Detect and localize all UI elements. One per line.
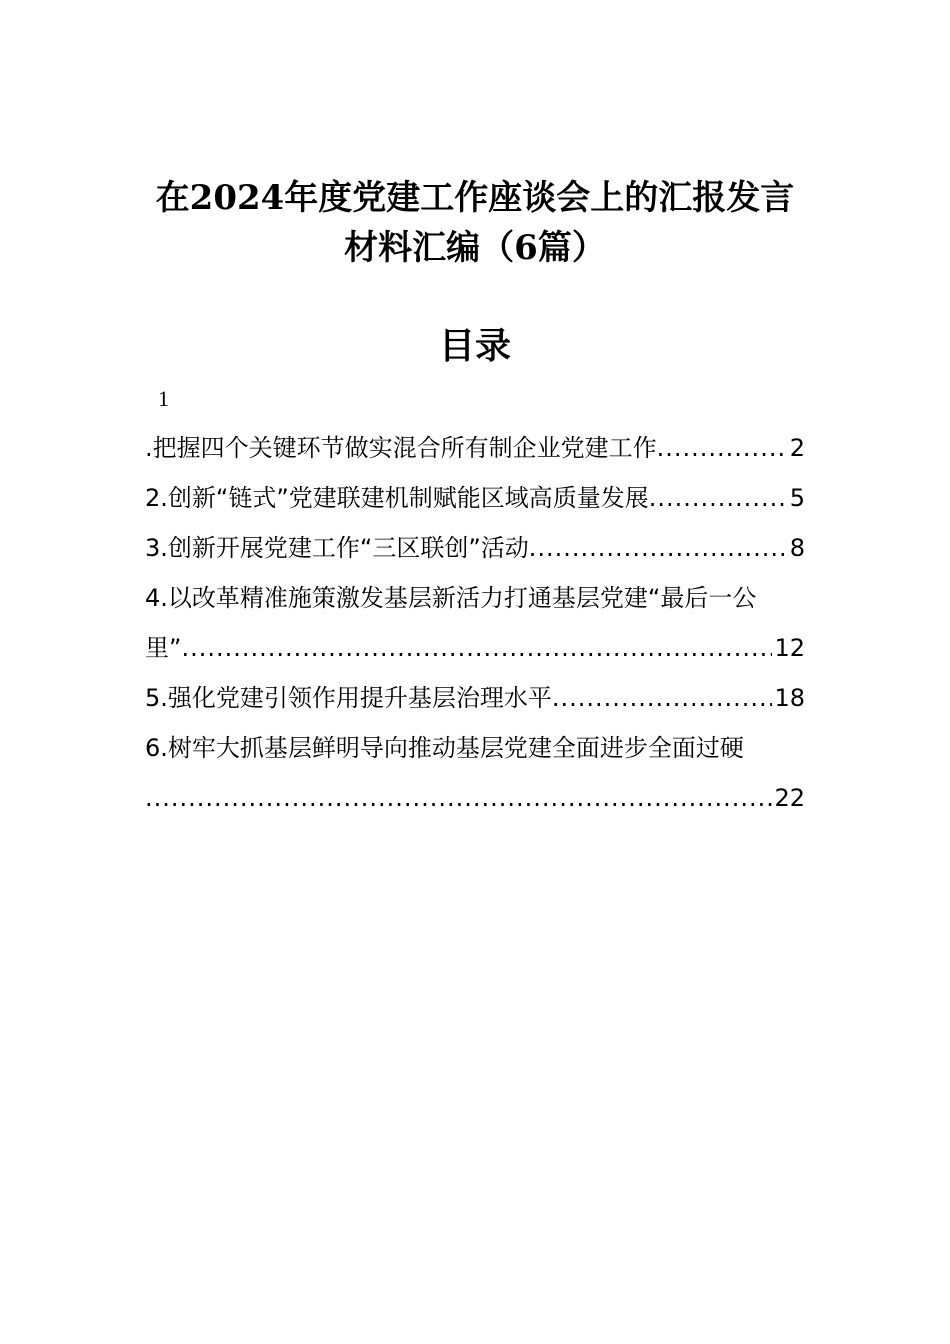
toc-entry-text: .把握四个关键环节做实混合所有制企业党建工作	[145, 434, 657, 462]
toc-dot-leader	[649, 480, 788, 516]
toc-dot-leader	[181, 630, 772, 666]
toc-entry-text: 里”	[145, 634, 182, 662]
toc-entry-3[interactable]	[145, 530, 805, 566]
toc-entry-text: 3.创新开展党建工作“三区联创”活动	[145, 534, 529, 562]
toc-entry-text: 2.创新“链式”党建联建机制赋能区域高质量发展	[145, 484, 649, 512]
toc-entry-2[interactable]	[145, 480, 805, 516]
toc-entry-page: 18	[774, 684, 805, 712]
toc-entry-5[interactable]	[145, 680, 805, 716]
toc-entry-page: 5	[789, 484, 805, 512]
toc-entry-page: 12	[774, 634, 805, 662]
toc-heading: 目录	[438, 325, 511, 367]
toc-entry-text: 5.强化党建引领作用提升基层治理水平	[145, 684, 552, 712]
toc-entry-page: 22	[774, 784, 805, 812]
toc-entry-4-line-1[interactable]: 4.以改革精准施策激发基层新活力打通基层党建“最后一公	[145, 584, 757, 612]
toc-dot-leader	[529, 530, 788, 566]
toc-entry-page: 2	[789, 434, 805, 462]
toc-entry-6[interactable]	[145, 780, 805, 816]
toc-entry-1[interactable]	[145, 430, 805, 466]
toc-dot-leader	[657, 430, 788, 466]
toc-entry-4[interactable]	[145, 630, 805, 666]
toc-dot-leader	[552, 680, 773, 716]
toc-entry-page: 8	[789, 534, 805, 562]
toc-dot-leader	[145, 780, 772, 816]
page-number-label: 1	[158, 386, 169, 411]
document-title-line-2: 材料汇编（6篇）	[344, 228, 606, 268]
document-title-line-1: 在2024年度党建工作座谈会上的汇报发言	[155, 178, 795, 218]
toc-entry-6-line-1[interactable]: 6.树牢大抓基层鲜明导向推动基层党建全面进步全面过硬	[145, 734, 744, 762]
